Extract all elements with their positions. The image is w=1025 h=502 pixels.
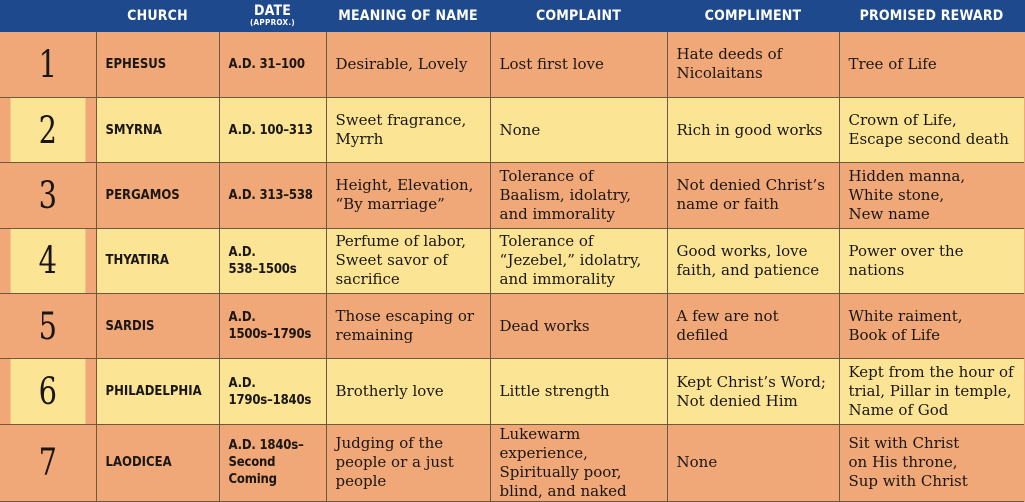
- compliment-cell: [667, 359, 839, 424]
- promised-reward-cell: [839, 424, 1024, 501]
- promised-reward-line: Name of God: [848, 401, 949, 420]
- complaint-cell: [490, 32, 667, 97]
- promised-reward-line: Sit with Christ: [848, 434, 960, 453]
- complaint-line: Lost first love: [499, 54, 604, 73]
- promised-reward-line: Hidden manna,: [848, 166, 966, 185]
- header-date-label: DATE: [253, 3, 292, 19]
- name-meaning-line: Judging of the: [335, 434, 444, 453]
- row-number-cell: 7: [11, 424, 86, 501]
- promised-reward-cell: [839, 97, 1024, 162]
- compliment-cell: [667, 163, 839, 228]
- church-name-cell: SARDIS: [96, 294, 219, 359]
- compliment-line: None: [676, 453, 718, 472]
- compliment-cell: [667, 424, 839, 501]
- complaint-line: Spiritually poor,: [499, 462, 622, 481]
- name-meaning-cell: [326, 32, 490, 97]
- compliment-cell: [667, 32, 839, 97]
- promised-reward-line: Crown of Life,: [848, 111, 957, 130]
- compliment-line: Nicolaitans: [676, 64, 763, 83]
- promised-reward-cell: [839, 359, 1024, 424]
- name-meaning-line: people: [335, 472, 387, 491]
- complaint-line: and immorality: [499, 204, 615, 223]
- promised-reward-line: trial, Pillar in temple,: [848, 382, 1012, 401]
- header-date-sub: (APPROX.): [249, 18, 296, 27]
- promised-reward-line: White raiment,: [848, 307, 963, 326]
- promised-reward-line: Sup with Christ: [848, 472, 968, 491]
- church-date-line: A.D.: [228, 310, 256, 326]
- header-complaint: COMPLAINT: [490, 0, 667, 32]
- church-date-line: A.D.: [228, 375, 256, 391]
- promised-reward-line: on His throne,: [848, 453, 958, 472]
- promised-reward-line: Escape second death: [848, 130, 1009, 149]
- header-number: [0, 0, 96, 32]
- table-row: [0, 424, 1024, 501]
- promised-reward-line: Tree of Life: [848, 54, 937, 73]
- church-date-line: 538–1500s: [228, 261, 297, 277]
- header-date: [219, 0, 326, 32]
- table-body: [0, 32, 1024, 501]
- header-compliment: COMPLIMENT: [667, 0, 839, 32]
- compliment-line: Not denied Christ’s: [676, 176, 825, 195]
- church-date-cell: [219, 359, 326, 424]
- complaint-line: Tolerance of: [499, 232, 594, 251]
- name-meaning-cell: [326, 424, 490, 501]
- complaint-line: and immorality: [499, 270, 615, 289]
- header-row: [0, 0, 1024, 32]
- table-row: [0, 359, 1024, 424]
- header-reward: PROMISED REWARD: [839, 0, 1024, 32]
- promised-reward-line: Kept from the hour of: [848, 363, 1014, 382]
- table-row: [0, 228, 1024, 293]
- church-date-line: A.D.: [228, 244, 256, 260]
- church-name-cell: PHILADELPHIA: [96, 359, 219, 424]
- church-date-cell: [219, 32, 326, 97]
- name-meaning-line: Myrrh: [335, 130, 384, 149]
- church-date-line: A.D. 31–100: [228, 56, 305, 72]
- promised-reward-line: Book of Life: [848, 326, 940, 345]
- complaint-line: None: [499, 120, 541, 139]
- promised-reward-line: Power over the nations: [848, 241, 964, 279]
- name-meaning-line: sacrifice: [335, 270, 400, 289]
- complaint-line: Baalism, idolatry,: [499, 185, 632, 204]
- complaint-line: Little strength: [499, 382, 610, 401]
- row-number-cell: 3: [11, 163, 86, 228]
- complaint-cell: [490, 294, 667, 359]
- church-name-cell: THYATIRA: [96, 228, 219, 293]
- header-church: CHURCH: [96, 0, 219, 32]
- table-row: [0, 163, 1024, 228]
- complaint-cell: [490, 163, 667, 228]
- complaint-cell: [490, 228, 667, 293]
- promised-reward-cell: [839, 228, 1024, 293]
- header-meaning: MEANING OF NAME: [326, 0, 490, 32]
- compliment-line: Hate deeds of: [676, 45, 783, 64]
- church-date-line: Second Coming: [228, 455, 277, 488]
- table-row: [0, 294, 1024, 359]
- row-number-cell: 2: [11, 97, 86, 162]
- church-date-line: A.D. 1840s–: [228, 438, 304, 454]
- promised-reward-cell: [839, 163, 1024, 228]
- church-date-cell: [219, 294, 326, 359]
- compliment-line: faith, and patience: [676, 260, 820, 279]
- complaint-cell: [490, 424, 667, 501]
- compliment-line: Not denied Him: [676, 391, 798, 410]
- church-date-cell: [219, 163, 326, 228]
- church-date-cell: [219, 97, 326, 162]
- name-meaning-line: Brotherly love: [335, 382, 444, 401]
- table-row: [0, 32, 1024, 97]
- name-meaning-line: Those escaping or: [335, 307, 475, 326]
- complaint-cell: [490, 97, 667, 162]
- promised-reward-cell: [839, 294, 1024, 359]
- church-name-cell: PERGAMOS: [96, 163, 219, 228]
- row-number-cell: 1: [11, 32, 86, 97]
- complaint-line: “Jezebel,” idolatry,: [499, 251, 642, 270]
- complaint-line: Dead works: [499, 316, 590, 335]
- church-date-cell: [219, 424, 326, 501]
- compliment-cell: [667, 228, 839, 293]
- compliment-line: name or faith: [676, 195, 779, 214]
- row-number-cell: 5: [11, 294, 86, 359]
- church-date-line: 1500s–1790s: [228, 327, 312, 343]
- promised-reward-line: New name: [848, 204, 930, 223]
- complaint-line: Tolerance of: [499, 166, 594, 185]
- compliment-line: Good works, love: [676, 241, 808, 260]
- compliment-line: Kept Christ’s Word;: [676, 372, 826, 391]
- name-meaning-line: Perfume of labor,: [335, 232, 467, 251]
- compliment-line: A few are not defiled: [676, 307, 779, 345]
- church-date-line: 1790s–1840s: [228, 392, 312, 408]
- church-date-line: A.D. 313–538: [228, 187, 313, 203]
- promised-reward-cell: [839, 32, 1024, 97]
- compliment-cell: [667, 97, 839, 162]
- name-meaning-line: Desirable, Lovely: [335, 54, 468, 73]
- name-meaning-cell: [326, 97, 490, 162]
- name-meaning-line: Height, Elevation,: [335, 176, 474, 195]
- table-row: [0, 97, 1024, 162]
- church-date-line: A.D. 100–313: [228, 122, 313, 138]
- name-meaning-line: Sweet fragrance,: [335, 111, 467, 130]
- table-header: [0, 0, 1024, 32]
- complaint-line: Lukewarm experience,: [499, 424, 588, 462]
- promised-reward-line: White stone,: [848, 185, 945, 204]
- church-date-cell: [219, 228, 326, 293]
- name-meaning-line: people or a just: [335, 453, 454, 472]
- name-meaning-line: remaining: [335, 326, 414, 345]
- complaint-cell: [490, 359, 667, 424]
- name-meaning-line: “By marriage”: [335, 195, 445, 214]
- name-meaning-cell: [326, 228, 490, 293]
- church-name-cell: SMYRNA: [96, 97, 219, 162]
- row-number-cell: 4: [11, 228, 86, 293]
- name-meaning-cell: [326, 163, 490, 228]
- compliment-cell: [667, 294, 839, 359]
- compliment-line: Rich in good works: [676, 120, 823, 139]
- row-number-cell: 6: [11, 359, 86, 424]
- church-name-cell: LAODICEA: [96, 424, 219, 501]
- name-meaning-cell: [326, 294, 490, 359]
- name-meaning-cell: [326, 359, 490, 424]
- complaint-line: blind, and naked: [499, 481, 627, 500]
- name-meaning-line: Sweet savor of: [335, 251, 448, 270]
- church-name-cell: EPHESUS: [96, 32, 219, 97]
